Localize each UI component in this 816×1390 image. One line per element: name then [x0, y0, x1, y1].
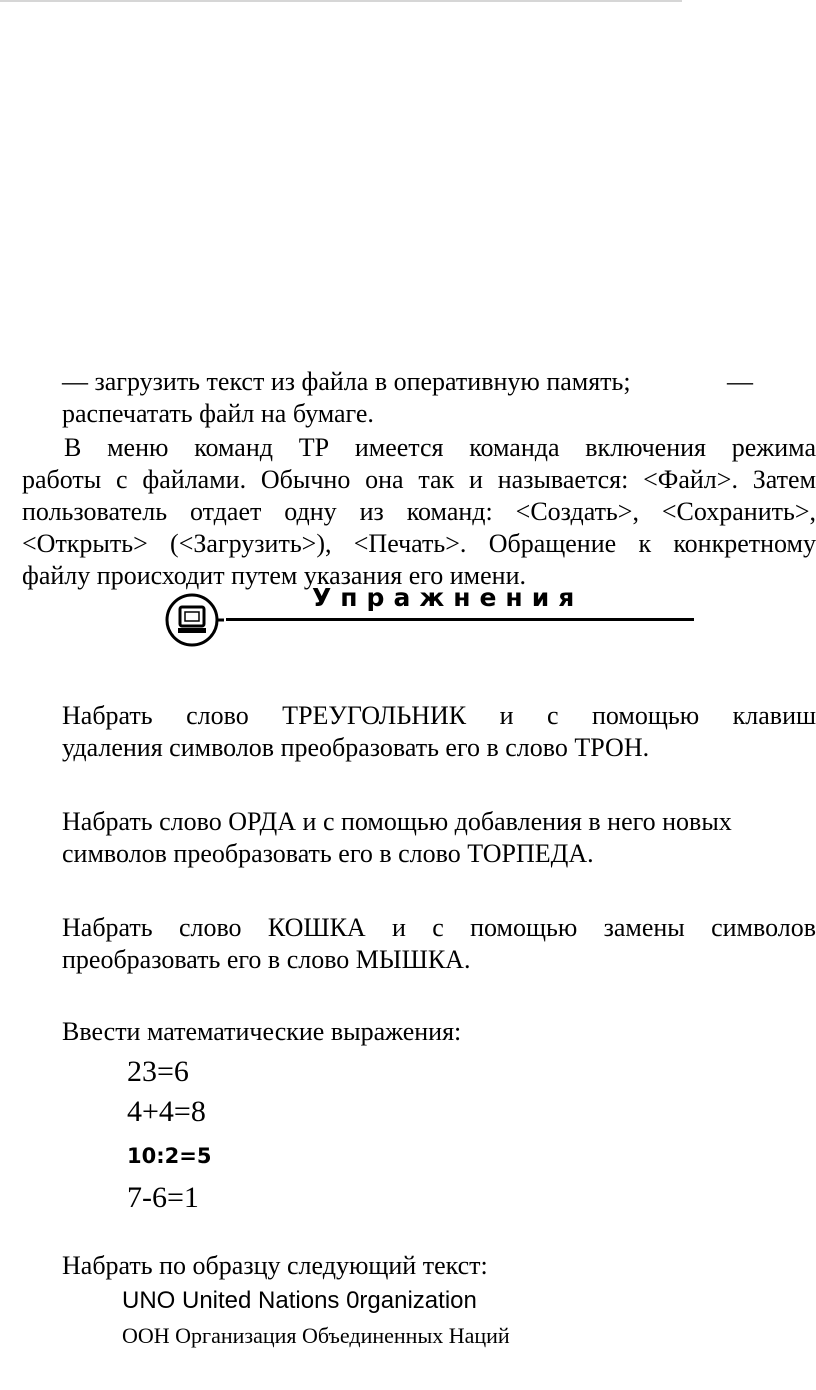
exercise-2-line-2: символов преобразовать его в слово ТОРПЕДА.: [62, 839, 594, 868]
paragraph-line-1: В меню команд ТР имеется команда включения режима: [64, 433, 816, 462]
intro-line-2: распечатать файл на бумаге.: [62, 399, 374, 428]
sample-prompt: Набрать по образцу следующий текст:: [62, 1251, 488, 1280]
sample-line-russian: ООН Организация Объединенных Наций: [122, 1323, 510, 1348]
top-rule: [0, 0, 682, 2]
exercises-heading: Упражнения: [312, 583, 584, 612]
exercise-3-line-1: Набрать слово КОШКА и с помощью замены символов: [62, 913, 816, 942]
intro-line-1: — загрузить текст из файла в оперативную память;: [62, 367, 631, 396]
exercise-3-line-2: преобразовать его в слово МЫШКА.: [62, 945, 471, 974]
exercise-1-line-1: Набрать слово ТРЕУГОЛЬНИК и с помощью клавиш: [62, 701, 816, 730]
math-expression-4: 7-6=1: [127, 1181, 199, 1214]
paragraph-line-5: файлу происходит путем указания его имени.: [22, 561, 527, 590]
exercise-2-line-1: Набрать слово ОРДА и с помощью добавления в него новых: [62, 807, 732, 836]
math-expression-3: 10:2=5: [127, 1144, 212, 1168]
monitor-icon: [164, 592, 224, 648]
paragraph-line-4: <Открыть> (<Загрузить>), <Печать>. Обращение к конкретному: [22, 529, 816, 558]
exercise-1-line-2: удаления символов преобразовать его в слово ТРОН.: [62, 733, 650, 762]
paragraph-line-2: работы с файлами. Обычно она так и называется: <Файл>. Затем: [22, 465, 816, 494]
intro-dash: —: [727, 367, 753, 396]
math-prompt: Ввести математические выражения:: [62, 1017, 462, 1046]
math-expression-1: 23=6: [127, 1055, 189, 1088]
paragraph-line-3: пользователь отдает одну из команд: <Создать>, <Сохранить>,: [22, 497, 816, 526]
math-expression-2: 4+4=8: [127, 1095, 206, 1128]
sample-line-english: UNO United Nations 0rganization: [122, 1287, 477, 1314]
heading-rule: [226, 618, 694, 621]
